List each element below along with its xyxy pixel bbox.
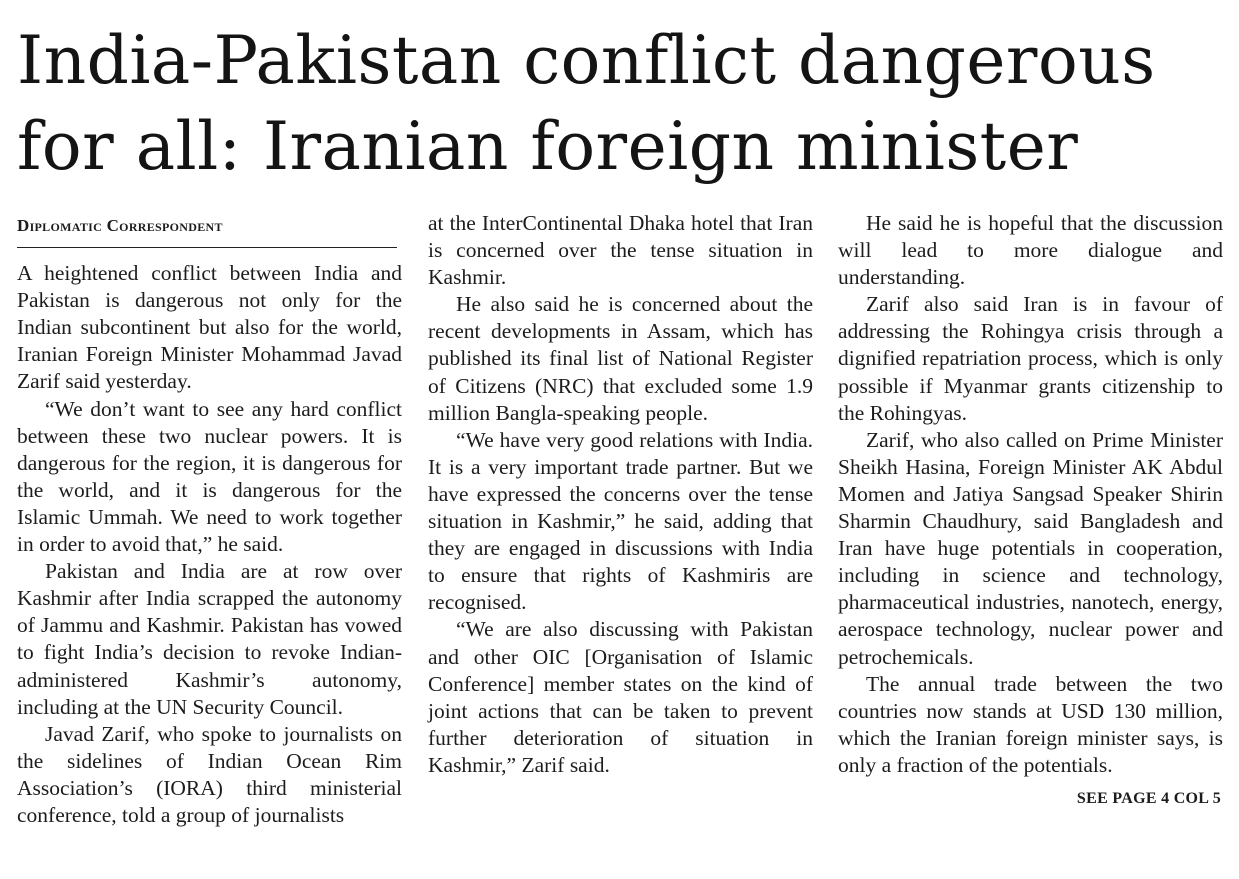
article-body (17, 210, 1222, 860)
paragraph-11: The annual trade between the two countries now stands at USD 130 million, which the Iranian foreign minister says, is only a fraction of the potentials. (838, 671, 1223, 777)
paragraph-8: He said he is hopeful that the discussion will lead to more dialogue and understanding. (838, 211, 1223, 290)
paragraph-3: Pakistan and India are at row over Kashmir after India scrapped the autonomy of Jammu and Kashmir. Pakistan has vowed to fight India’s decision to revoke Indian-administered Kashmir’s autonomy, including at the UN Security Council. (17, 559, 402, 719)
paragraph-7: “We are also discussing with Pakistan and other OIC [Organisation of Islamic Conference] member states on the kind of joint actions that can be taken to prevent further deterioration of situation in Kashmir,” Zarif said. (428, 617, 813, 777)
column-3 (838, 210, 1223, 812)
paragraph-4: Javad Zarif, who spoke to journalists on the sidelines of Indian Ocean Rim Association’s (IORA) third ministerial conference, told a group of journalists (17, 721, 402, 827)
paragraph-2: “We don’t want to see any hard conflict between these two nuclear powers. It is dangerous for the region, it is dangerous for the world, and it is dangerous for the Islamic Ummah. We need to work together in order to avoid that,” he said. (17, 396, 402, 557)
byline-text: Diplomatic Correspondent (17, 216, 223, 235)
paragraph-9: Zarif also said Iran is in favour of addressing the Rohingya crisis through a dignified repatriation process, which is only possible if Myanmar grants citizenship to the Rohingyas. (838, 292, 1223, 425)
paragraph-4-continued: at the InterContinental Dhaka hotel that Iran is concerned over the tense situation in Kashmir. (428, 211, 813, 290)
paragraph-5: He also said he is concerned about the recent developments in Assam, which has published its final list of National Register of Citizens (NRC) that excluded some 1.9 million Bangla-speaking people. (428, 292, 813, 425)
paragraph-10: Zarif, who also called on Prime Minister Sheikh Hasina, Foreign Minister AK Abdul Momen and Jatiya Sangsad Speaker Shirin Sharmin Chaudhury, said Bangladesh and Iran have huge potentials in cooperation, including in science and technology, pharmaceutical industries, nanotech, energy, aerospace technology, nuclear power and petrochemicals. (838, 427, 1223, 669)
jump-line[interactable]: SEE PAGE 4 COL 5 (1076, 789, 1221, 807)
byline (17, 210, 397, 248)
headline-line-1: India-Pakistan conflict dangerous (17, 22, 1156, 99)
headline-line-2: for all: Iranian foreign minister (17, 108, 1079, 185)
paragraph-6: “We have very good relations with India. It is a very important trade partner. But we have expressed the concerns over the tense situation in Kashmir,” he said, adding that they are engaged in discussions with India to ensure that rights of Kashmiris are recognised. (428, 427, 813, 615)
paragraph-1: A heightened conflict between India and Pakistan is dangerous not only for the Indian subcontinent but also for the world, Iranian Foreign Minister Mohammad Javad Zarif said yesterday. (17, 261, 402, 394)
headline (17, 18, 1227, 190)
column-2 (428, 210, 813, 779)
column-1 (17, 210, 402, 829)
